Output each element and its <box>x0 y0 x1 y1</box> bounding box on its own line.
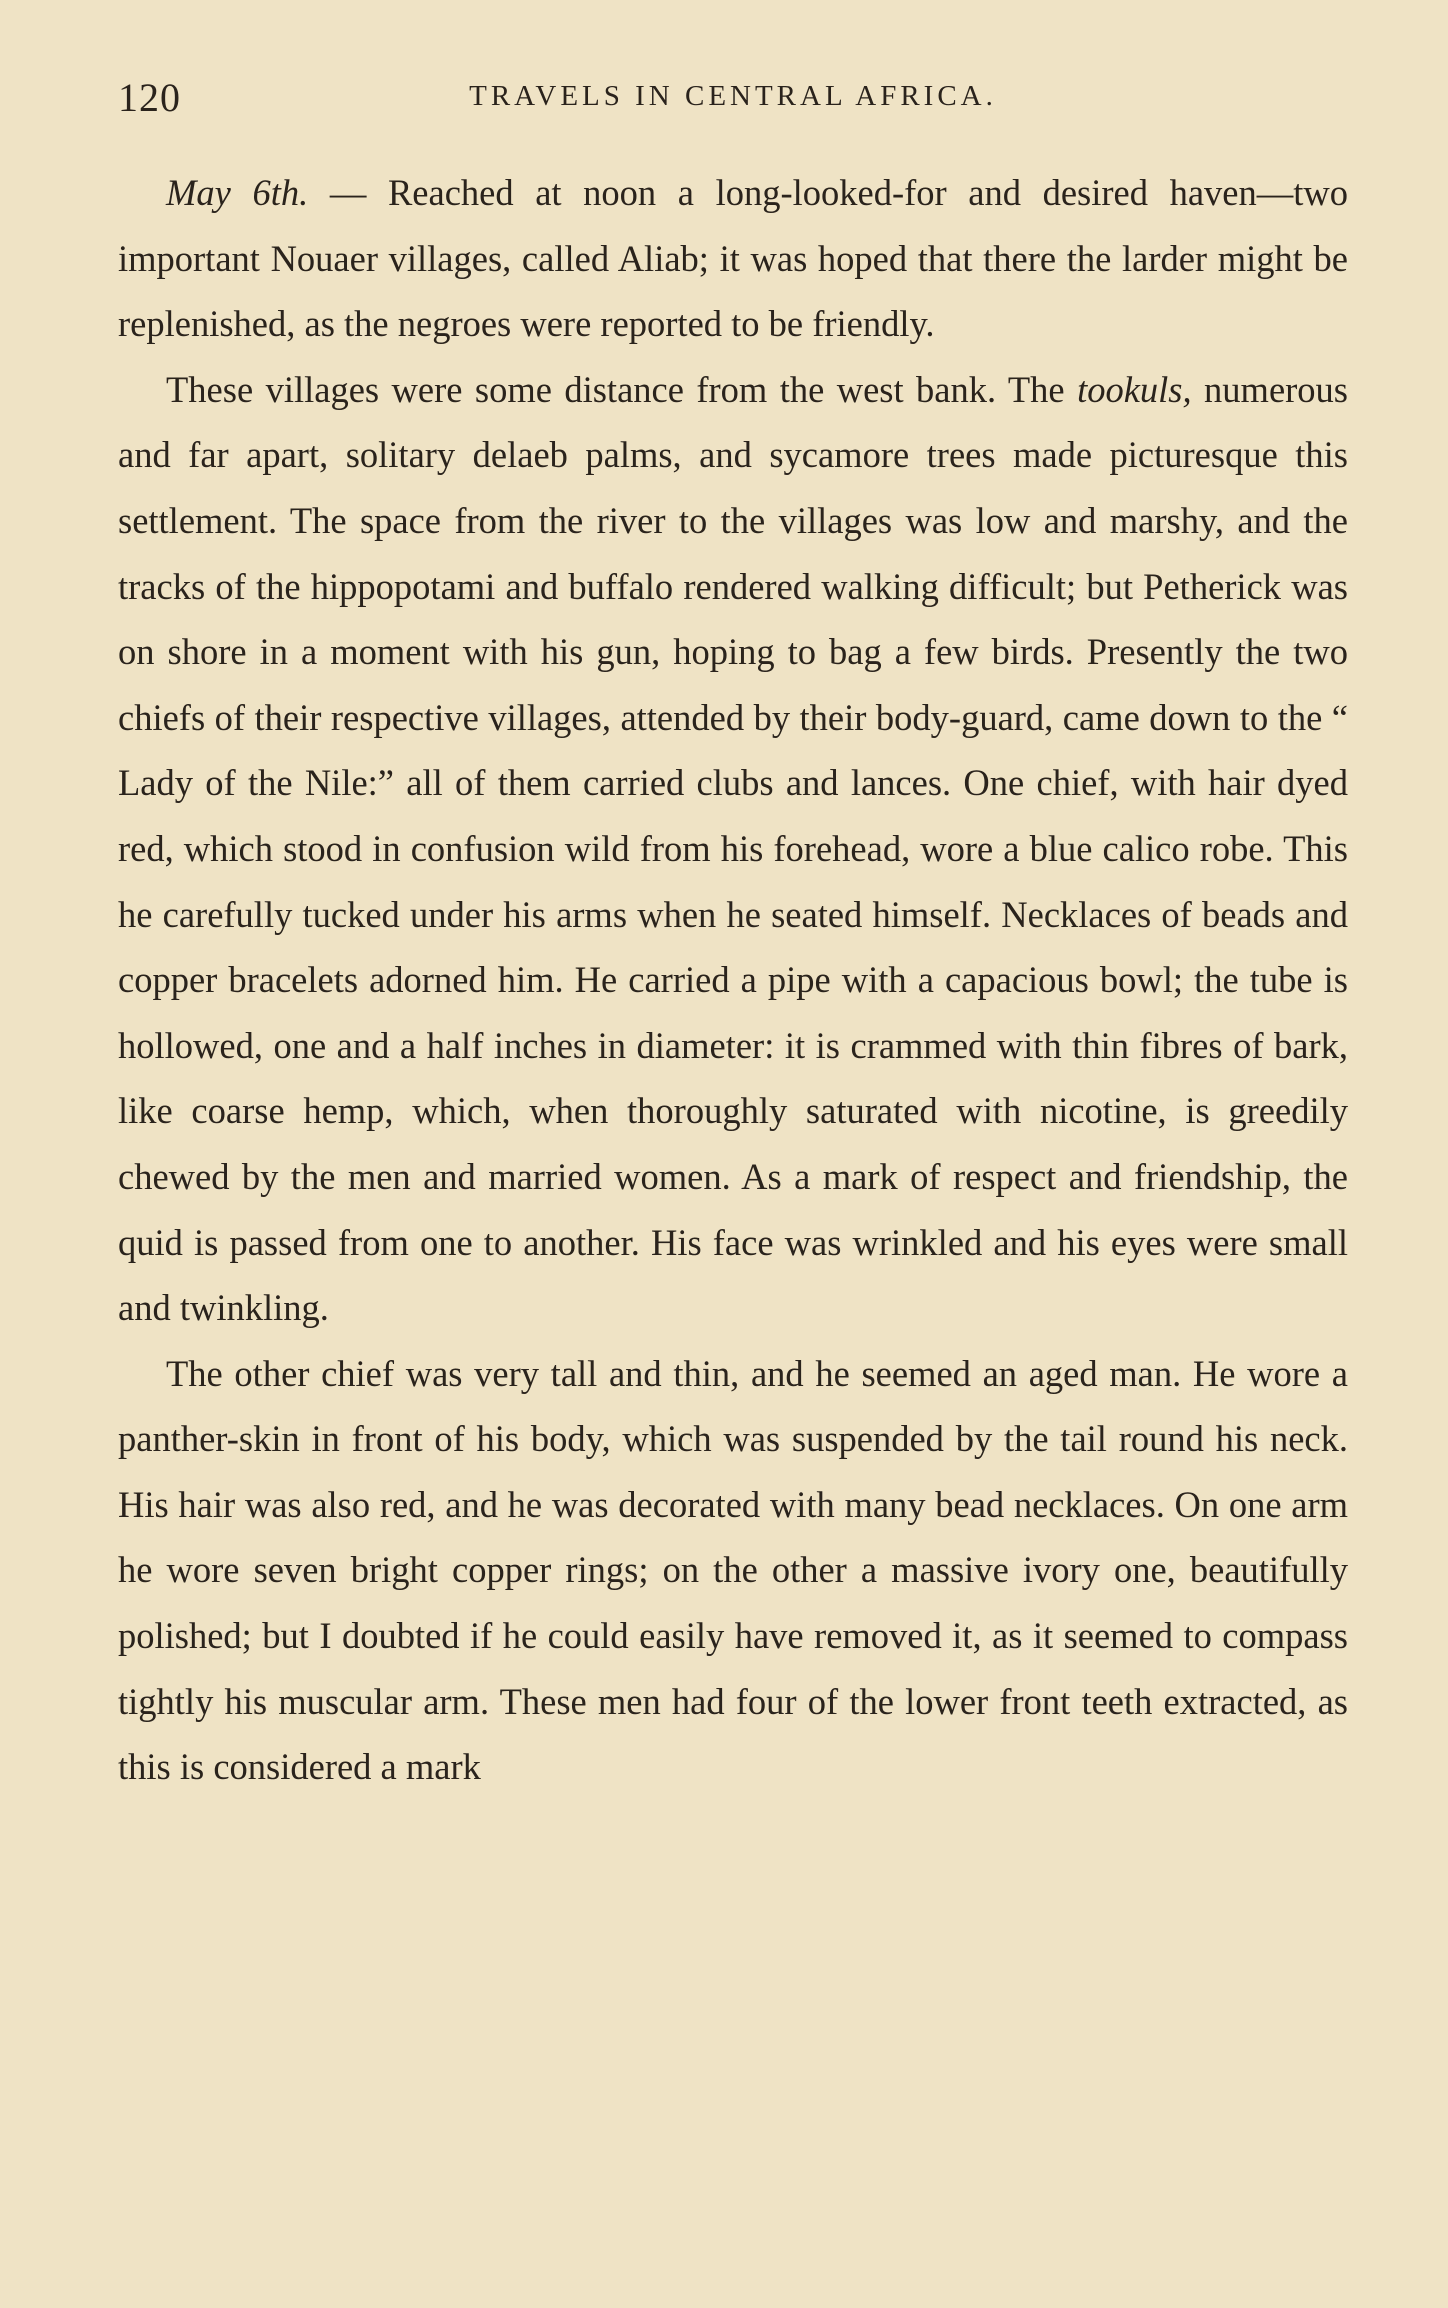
running-head <box>118 74 1348 124</box>
paragraph-2-text: numerous and far apart, solitary delaeb palms, and sycamore trees made picturesque this settlement. The space from the river to the villages was low and marshy, and the tracks of the hippopotami and buffalo rendered walking difficult; but Petherick was on shore in a moment with his gun, hoping to bag a few birds. Presently the two chiefs of their respective villages, attended by their body-guard, came down to the “ Lady of the Nile:” all of them carried clubs and lances. One chief, with hair dyed red, which stood in confusion wild from his forehead, wore a blue calico robe. This he carefully tucked under his arms when he seated himself. Necklaces of beads and copper bracelets adorned him. He carried a pipe with a capacious bowl; the tube is hollowed, one and a half inches in diameter: it is crammed with thin fibres of bark, like coarse hemp, which, when thoroughly saturated with nicotine, is greedily chewed by the men and married women. As a mark of respect and friendship, the quid is passed from one to another. His face was wrinkled and his eyes were small and twinkling. <box>118 368 1348 1329</box>
paragraph-1 <box>118 160 1348 357</box>
italic-term-tookuls: tookuls, <box>1077 368 1192 410</box>
paragraph-1-text: — Reached at noon a long-looked-for and desired haven—two important Nouaer villages, called Aliab; it was hoped that there the larder might be replenished, as the negroes were reported to be friendly. <box>118 172 1348 345</box>
paragraph-3 <box>118 1341 1348 1800</box>
paragraph-3-text: The other chief was very tall and thin, and he seemed an aged man. He wore a panther-skin in front of his body, which was suspended by the tail round his neck. His hair was also red, and he was decorated with many bead necklaces. On one arm he wore seven bright copper rings; on the other a massive ivory one, beautifully polished; but I doubted if he could easily have removed it, as it seemed to compass tightly his muscular arm. These men had four of the lower front teeth extracted, as this is considered a mark <box>118 1352 1348 1788</box>
page-number: 120 <box>118 75 181 120</box>
paragraph-2 <box>118 357 1348 1341</box>
running-title: TRAVELS IN CENTRAL AFRICA. <box>469 80 997 112</box>
paragraph-2-lead: These villages were some distance from the west bank. The <box>166 368 1078 410</box>
entry-date: May 6th. <box>166 172 309 213</box>
body-text <box>118 160 1348 1800</box>
